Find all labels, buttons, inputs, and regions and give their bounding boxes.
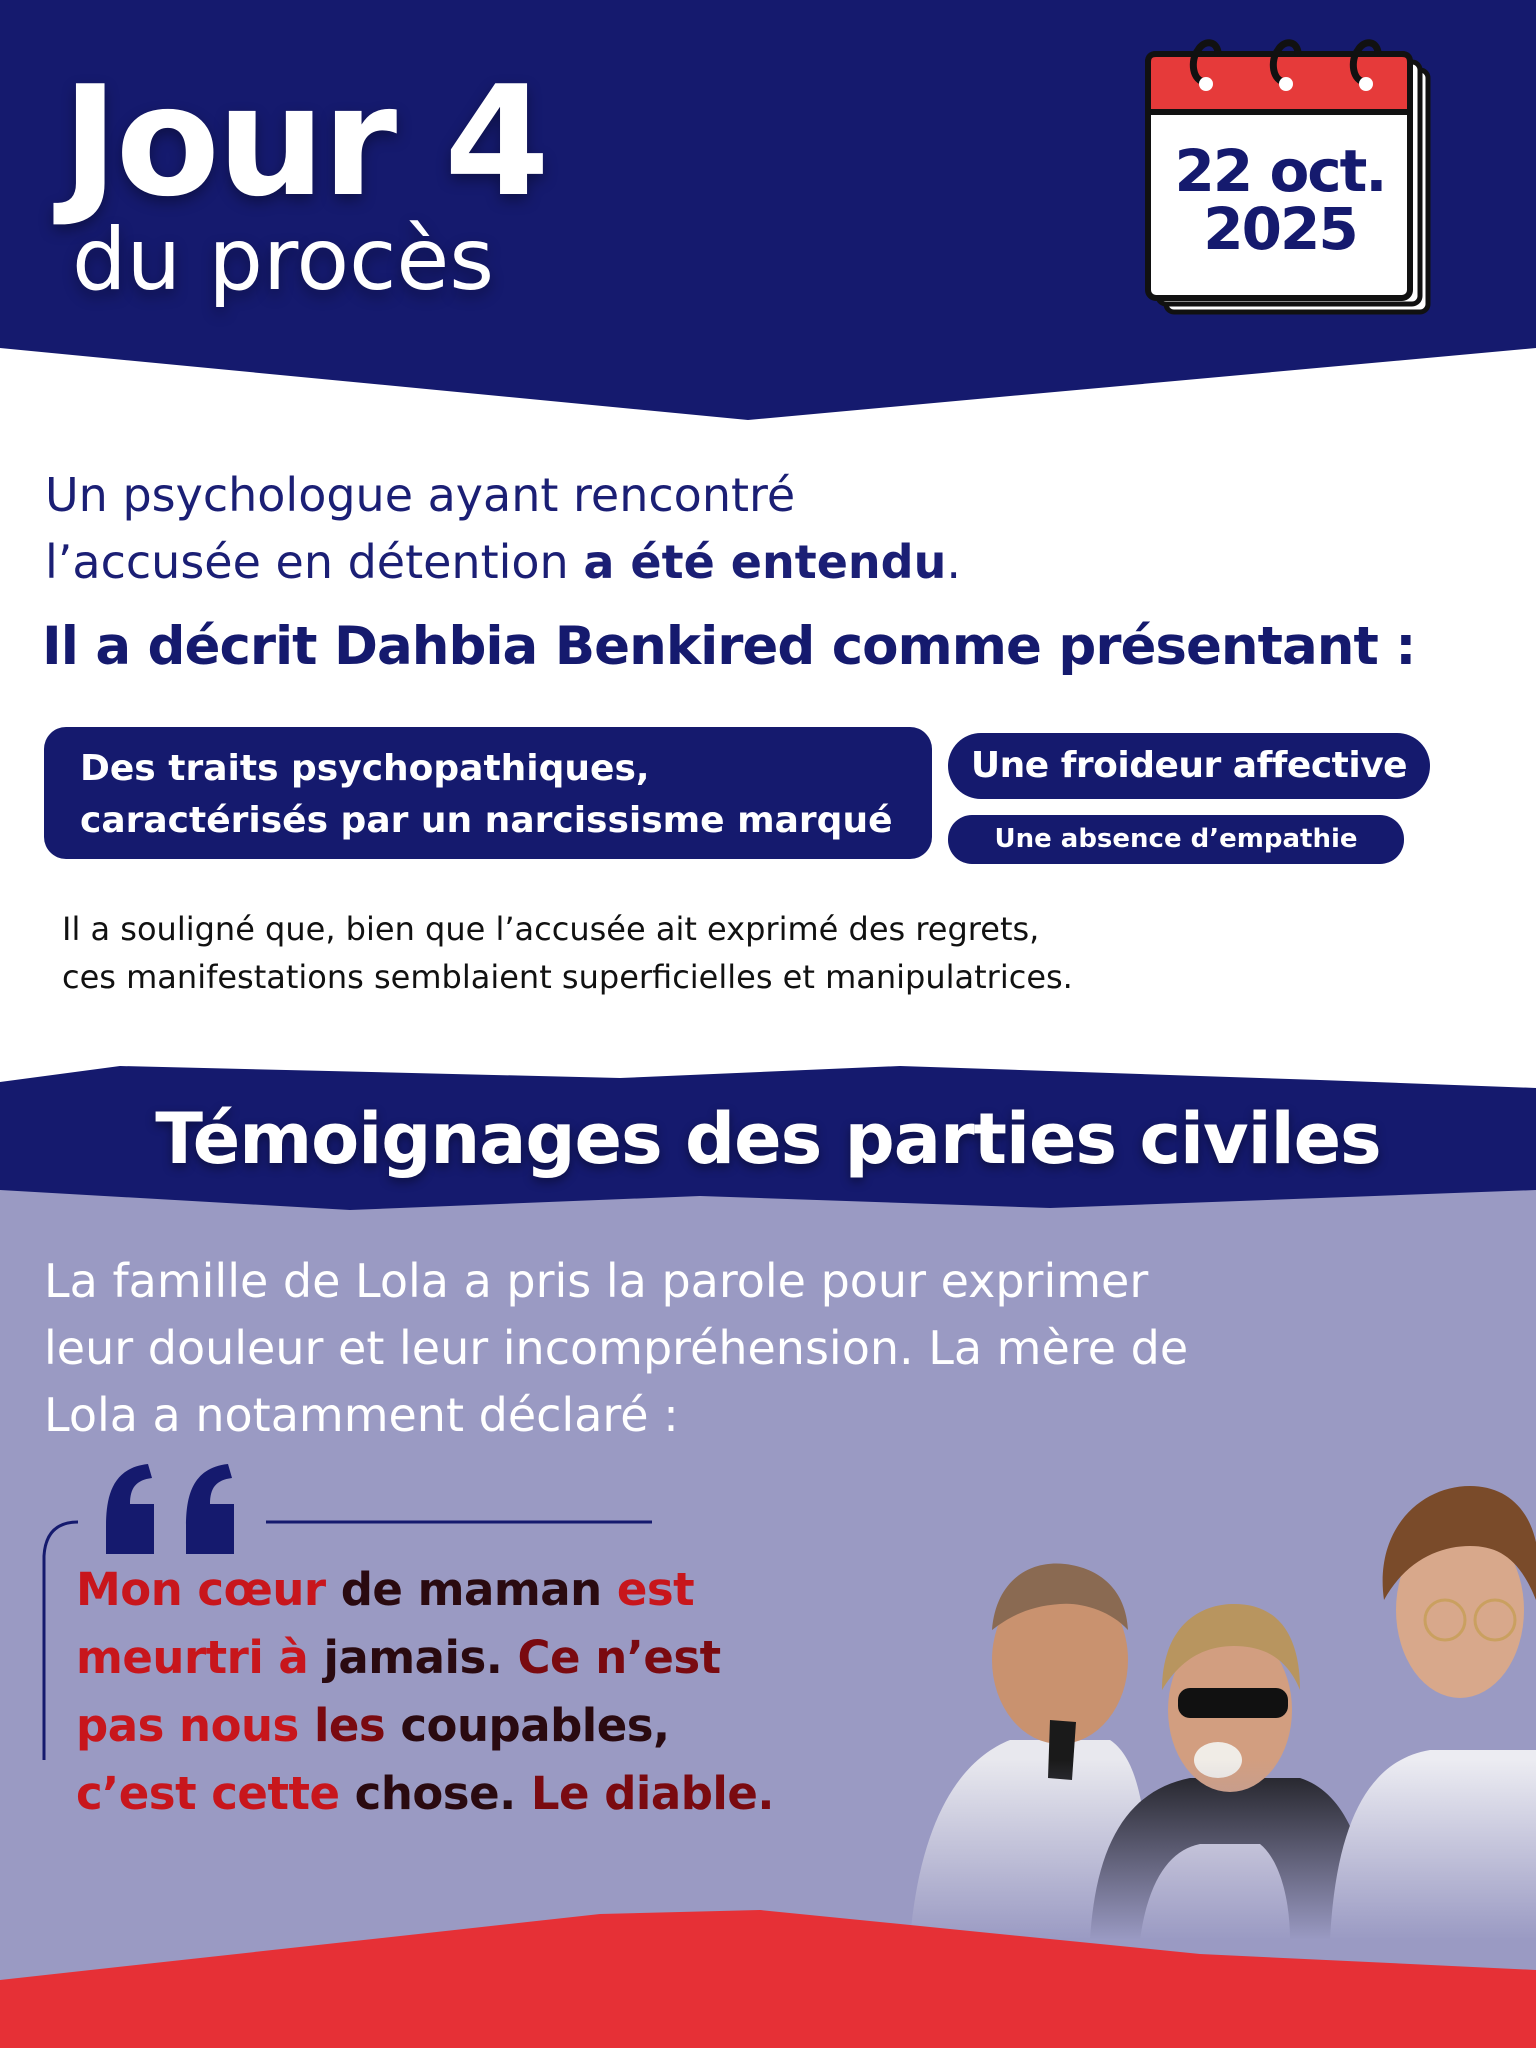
family-line-2: leur douleur et leur incompréhension. La mère de (44, 1321, 1189, 1375)
quote-segment: Le diable. (530, 1767, 774, 1820)
mother-quote (76, 1556, 836, 1828)
remark-line-2: ces manifestations semblaient superficielles et manipulatrices. (62, 958, 1073, 996)
footer-band (0, 1900, 1536, 2048)
trait-badge-empathy: Une absence d’empathie (948, 815, 1404, 864)
quote-line-4 (76, 1760, 836, 1828)
section-heading-testimonies: Témoignages des parties civiles (155, 1098, 1381, 1180)
family-photo (900, 1460, 1536, 1940)
intro-line-2-text: l’accusée en détention (45, 535, 584, 589)
page-title: Jour 4 (62, 53, 547, 230)
quote-segment: c’est cette (76, 1767, 355, 1820)
intro-emphasis: a été entendu (583, 535, 947, 589)
calendar-date-year: 2025 (1203, 195, 1357, 263)
calendar-date (1150, 137, 1410, 263)
quote-segment: Mon cœur (76, 1563, 341, 1616)
quote-segment: coupables, (400, 1699, 670, 1752)
quote-segment: est (616, 1563, 695, 1616)
quote-segment: les (313, 1699, 401, 1752)
intro-paragraph (45, 462, 1445, 596)
trait-1-line-1: Des traits psychopathiques, (80, 748, 650, 789)
page-subtitle: du procès (72, 210, 495, 310)
quote-segment: chose. (354, 1767, 531, 1820)
intro-line-2-end: . (946, 535, 961, 589)
trait-badge-psychopathic (44, 727, 932, 859)
quote-segment: pas nous (76, 1699, 314, 1752)
described-heading: Il a décrit Dahbia Benkired comme présentant : (42, 616, 1416, 677)
quote-line-3 (76, 1692, 836, 1760)
family-paragraph (44, 1248, 1344, 1449)
family-line-1: La famille de Lola a pris la parole pour exprimer (44, 1254, 1149, 1308)
calendar-date-day: 22 oct. (1174, 137, 1386, 205)
intro-line-1: Un psychologue ayant rencontré (45, 468, 796, 522)
quote-segment: de maman (340, 1563, 617, 1616)
remark-line-1: Il a souligné que, bien que l’accusée ait exprimé des regrets, (62, 910, 1040, 948)
quote-segment: meurtri à (76, 1631, 324, 1684)
quote-segment: jamais. (323, 1631, 518, 1684)
quote-line-2 (76, 1624, 836, 1692)
remark-paragraph (62, 905, 1462, 1001)
intro-line-2 (45, 529, 1445, 596)
quote-line-1 (76, 1556, 836, 1624)
trait-badge-coldness: Une froideur affective (948, 733, 1430, 799)
family-line-3: Lola a notamment déclaré : (44, 1388, 679, 1442)
trait-1-line-2: caractérisés par un narcissisme marqué (80, 800, 893, 841)
quote-segment: Ce n’est (517, 1631, 721, 1684)
